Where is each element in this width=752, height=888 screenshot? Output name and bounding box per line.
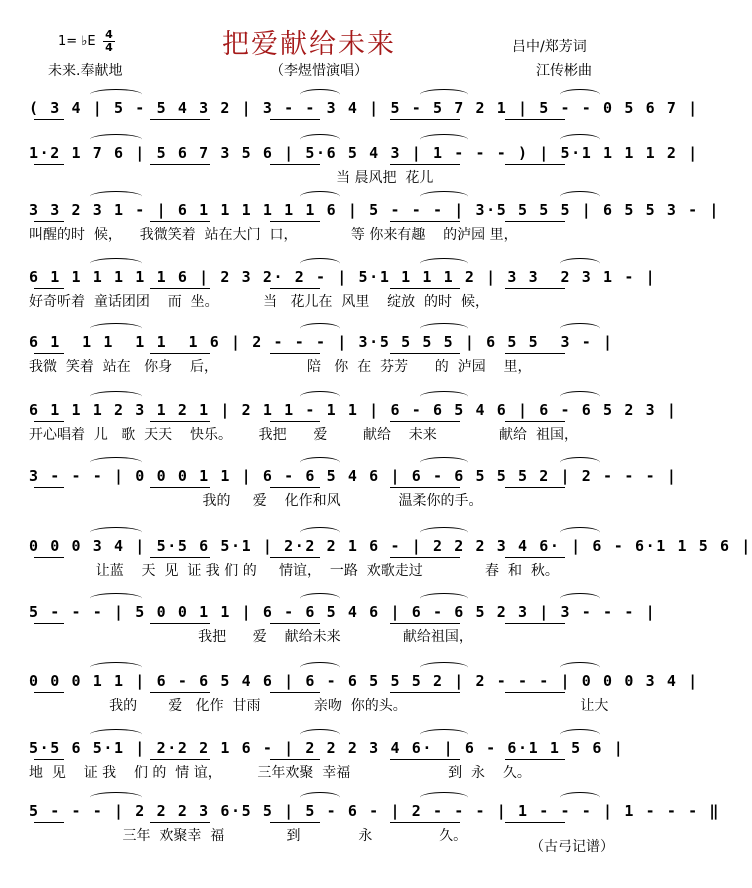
beam-underline (150, 164, 210, 165)
beam-underline (390, 288, 460, 289)
slur-mark (90, 457, 142, 468)
beam-underline (150, 288, 210, 289)
lyricist-credit: 吕中/郑芳词 (512, 39, 587, 55)
slur-mark (300, 662, 340, 673)
beam-underline (390, 822, 460, 823)
slur-mark (300, 258, 340, 269)
beam-underline (390, 557, 460, 558)
slur-mark (420, 391, 468, 402)
slur-mark (300, 729, 340, 740)
beam-underline (270, 164, 320, 165)
slur-mark (300, 593, 340, 604)
beam-underline (505, 557, 565, 558)
beam-underline (390, 421, 460, 422)
slur-mark (420, 662, 468, 673)
beam-underline (505, 759, 565, 760)
slur-mark (420, 457, 468, 468)
beam-underline (34, 164, 64, 165)
transcriber-credit: （古弓记谱） (530, 839, 614, 855)
lyrics-line: 开心唱着 儿 歌 天天 快乐。 我把 爱 献给 未来 献给 祖国， (29, 427, 578, 443)
slur-mark (300, 457, 340, 468)
beam-underline (34, 759, 64, 760)
lyrics-line: 我的 爱 化作和风 温柔你的手。 (29, 493, 483, 509)
slur-mark (420, 792, 468, 803)
beam-underline (390, 221, 460, 222)
lyrics-line: 好奇听着 童话团团 而 坐。 当 花儿在 风里 绽放 的时 候， (29, 294, 489, 310)
beam-underline (150, 692, 210, 693)
notation-line: 5·5 6 5·1 | 2·2 2 1 6 - | 2 2 2 3 4 6· | 6 - 6·1 1 5 6 | (29, 739, 625, 757)
notation-line: 0 0 0 3 4 | 5·5 6 5·1 | 2·2 2 1 6 - | 2 2 2 3 4 6· | 6 - 6·1 1 5 6 | (29, 537, 752, 555)
slur-mark (560, 527, 600, 538)
slur-mark (560, 391, 600, 402)
slur-mark (90, 89, 142, 100)
notation-line: 6 1 1 1 2 3 1 2 1 | 2 1 1 - 1 1 | 6 - 6 5 4 6 | 6 - 6 5 2 3 | (29, 401, 678, 419)
notation-line: 5 - - - | 5 0 0 1 1 | 6 - 6 5 4 6 | 6 - 6 5 2 3 | 3 - - - | (29, 603, 657, 621)
slur-mark (300, 527, 340, 538)
slur-mark (300, 391, 340, 402)
beam-underline (390, 623, 460, 624)
song-title: 把爱献给未来 (222, 29, 396, 60)
notation-line: 6 1 1 1 1 1 1 6 | 2 3 2· 2 - | 5·1 1 1 1 2 | 3 3 2 3 1 - | (29, 268, 657, 286)
notation-line: 0 0 0 1 1 | 6 - 6 5 4 6 | 6 - 6 5 5 5 2 | 2 - - - | 0 0 0 3 4 | (29, 672, 699, 690)
key-signature: 1= ♭E (58, 34, 96, 49)
lyrics-line: 我微 笑着 站在 你身 后， 陪 你 在 芬芳 的 泸园 里， (29, 359, 532, 375)
slur-mark (90, 191, 142, 202)
beam-underline (270, 119, 320, 120)
slur-mark (90, 593, 142, 604)
slur-mark (560, 457, 600, 468)
slur-mark (420, 89, 468, 100)
slur-mark (560, 792, 600, 803)
slur-mark (300, 792, 340, 803)
notation-line: ( 3 4 | 5 - 5 4 3 2 | 3 - - 3 4 | 5 - 5 7 2 1 | 5 - - 0 5 6 7 | (29, 99, 699, 117)
beam-underline (505, 692, 565, 693)
beam-underline (270, 221, 320, 222)
slur-mark (420, 593, 468, 604)
slur-mark (560, 323, 600, 334)
slur-mark (560, 89, 600, 100)
album-name: 未来.奉献地 (48, 63, 123, 79)
notation-line: 3 3 2 3 1 - | 6 1 1 1 1 1 1 6 | 5 - - - | 3·5 5 5 5 | 6 5 5 3 - | (29, 201, 720, 219)
slur-mark (560, 593, 600, 604)
beam-underline (505, 822, 565, 823)
slur-mark (420, 323, 468, 334)
slur-mark (300, 134, 340, 145)
slur-mark (90, 323, 142, 334)
beam-underline (270, 822, 320, 823)
beam-underline (34, 119, 64, 120)
beam-underline (34, 692, 64, 693)
beam-underline (390, 759, 460, 760)
beam-underline (34, 557, 64, 558)
beam-underline (34, 822, 64, 823)
slur-mark (560, 191, 600, 202)
slur-mark (560, 662, 600, 673)
slur-mark (300, 191, 340, 202)
slur-mark (420, 729, 468, 740)
beam-underline (34, 421, 64, 422)
lyrics-line: 三年 欢聚幸 福 到 永 久。 (29, 828, 468, 844)
beam-underline (150, 353, 210, 354)
beam-underline (505, 353, 565, 354)
beam-underline (34, 288, 64, 289)
beam-underline (270, 557, 320, 558)
beam-underline (505, 421, 565, 422)
beam-underline (505, 164, 565, 165)
slur-mark (420, 258, 468, 269)
notation-line: 5 - - - | 2 2 2 3 6·5 5 | 5 - 6 - | 2 - - - | 1 - - - | 1 - - - ‖ (29, 802, 720, 820)
beam-underline (505, 288, 565, 289)
beam-underline (390, 487, 460, 488)
beam-underline (150, 487, 210, 488)
beam-underline (270, 623, 320, 624)
beam-underline (390, 692, 460, 693)
beam-underline (34, 221, 64, 222)
lyrics-line: 当 晨风把 花儿 (29, 170, 434, 186)
notation-line: 3 - - - | 0 0 0 1 1 | 6 - 6 5 4 6 | 6 - 6 5 5 5 2 | 2 - - - | (29, 467, 678, 485)
lyrics-line: 我的 爱 化作 甘雨 亲吻 你的头。 让大 (29, 698, 609, 714)
composer-credit: 江传彬曲 (536, 63, 592, 79)
slur-mark (90, 134, 142, 145)
notation-line: 6 1 1 1 1 1 1 6 | 2 - - - | 3·5 5 5 5 | 6 5 5 3 - | (29, 333, 614, 351)
slur-mark (90, 527, 142, 538)
slur-mark (420, 191, 468, 202)
beam-underline (390, 164, 460, 165)
beam-underline (390, 353, 460, 354)
beam-underline (270, 353, 320, 354)
beam-underline (34, 623, 64, 624)
beam-underline (390, 119, 460, 120)
beam-underline (505, 221, 565, 222)
slur-mark (300, 89, 340, 100)
beam-underline (150, 221, 210, 222)
beam-underline (505, 623, 565, 624)
slur-mark (560, 729, 600, 740)
beam-underline (150, 759, 210, 760)
beam-underline (270, 421, 320, 422)
lyrics-line: 我把 爱 献给未来 献给祖国， (29, 629, 473, 645)
beam-underline (505, 487, 565, 488)
beam-underline (150, 822, 210, 823)
slur-mark (90, 258, 142, 269)
beam-underline (150, 421, 210, 422)
beam-underline (270, 487, 320, 488)
lyrics-line: 让蓝 天 见 证 我 们 的 情谊， 一路 欢歌走过 春 和 秋。 (29, 563, 559, 579)
slur-mark (90, 391, 142, 402)
lyrics-line: 地 见 证 我 们 的 情 谊， 三年欢聚 幸福 到 永 久。 (29, 765, 531, 781)
slur-mark (90, 662, 142, 673)
beam-underline (34, 487, 64, 488)
slur-mark (420, 527, 468, 538)
slur-mark (90, 729, 142, 740)
slur-mark (420, 134, 468, 145)
beam-underline (150, 623, 210, 624)
beam-underline (34, 353, 64, 354)
time-signature: 4 4 (103, 30, 115, 53)
slur-mark (560, 258, 600, 269)
slur-mark (90, 792, 142, 803)
slur-mark (300, 323, 340, 334)
slur-mark (560, 134, 600, 145)
beam-underline (150, 557, 210, 558)
beam-underline (270, 692, 320, 693)
singer-credit: （李煜惜演唱） (270, 63, 368, 79)
beam-underline (270, 288, 320, 289)
beam-underline (505, 119, 565, 120)
beam-underline (150, 119, 210, 120)
lyrics-line: 叫醒的时 候， 我微笑着 站在大门 口， 等 你来有趣 的泸园 里， (29, 227, 518, 243)
notation-line: 1·2 1 7 6 | 5 6 7 3 5 6 | 5·6 5 4 3 | 1 - - - ) | 5·1 1 1 1 2 | (29, 144, 699, 162)
beam-underline (270, 759, 320, 760)
